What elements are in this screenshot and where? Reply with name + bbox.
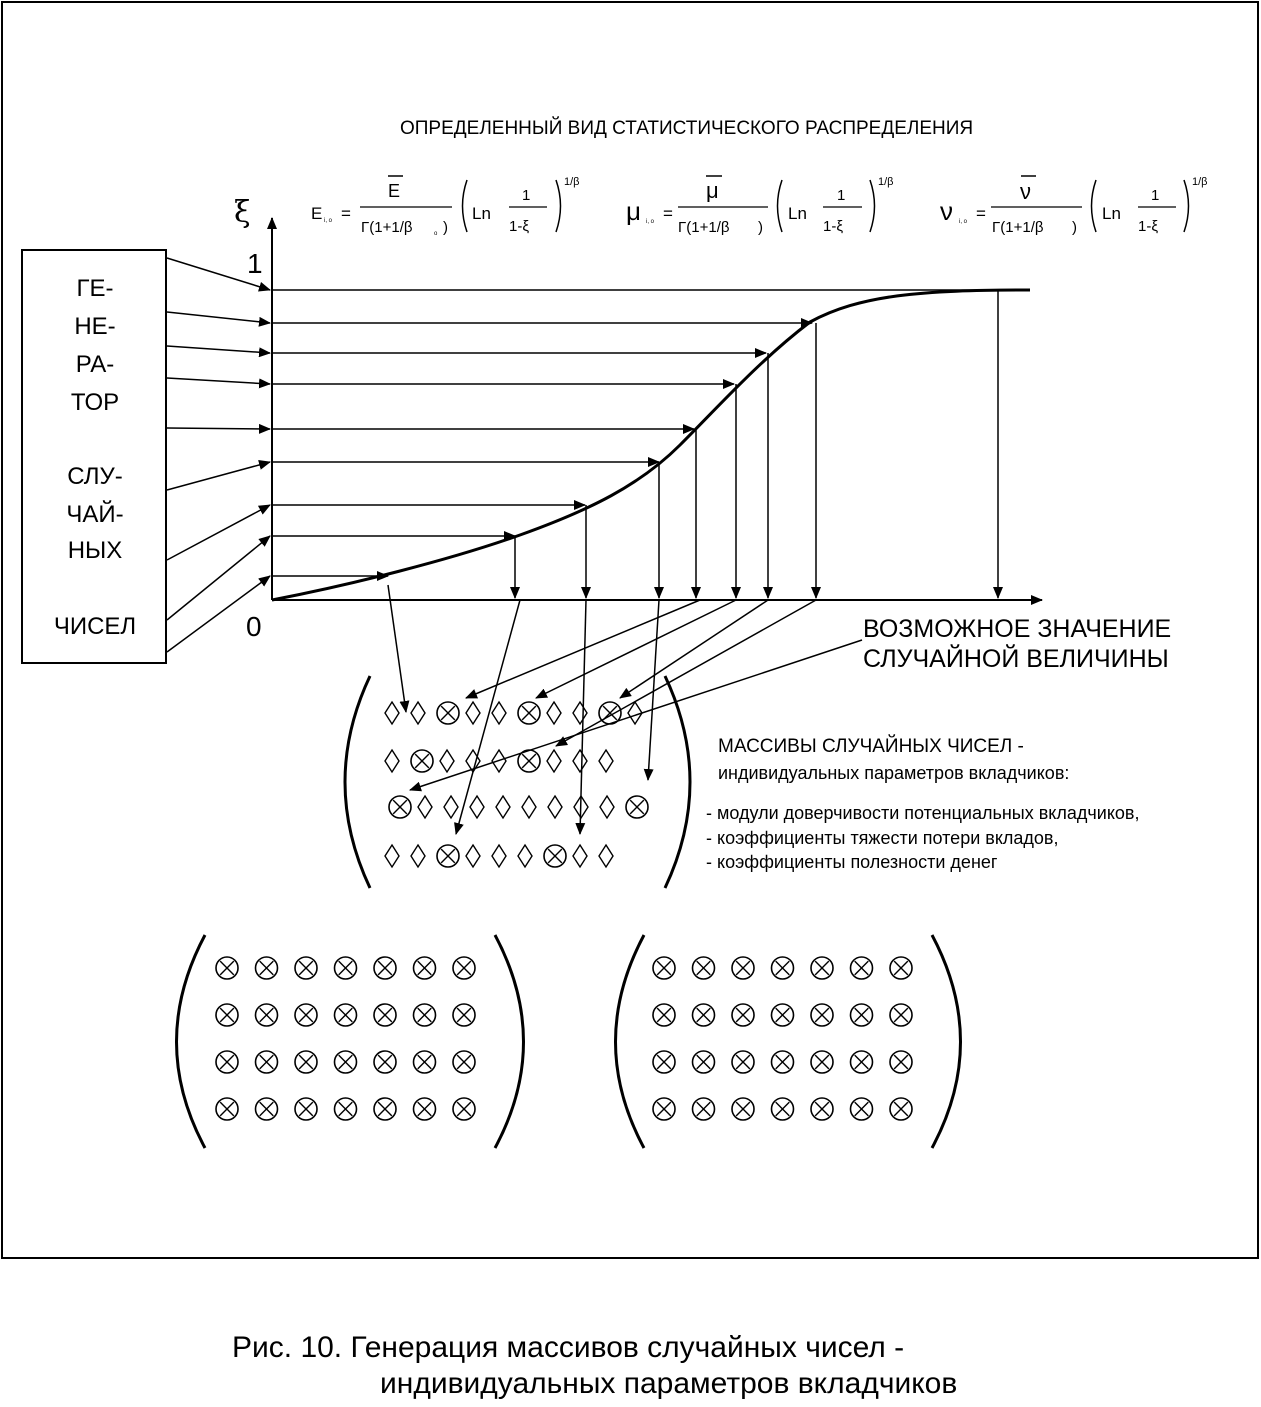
circled-x-icon [811,1098,833,1120]
formula-mu-mean: μ [706,178,719,203]
generator-box [22,250,166,663]
distribution-title: ОПРЕДЕЛЕННЫЙ ВИД СТАТИСТИЧЕСКОГО РАСПРЕДЕЛЕНИЯ [400,118,974,139]
formula-e-power: 1/β [564,176,580,188]
circled-x-icon [772,1051,794,1073]
circled-x-icon [732,1098,754,1120]
circled-x-icon [335,957,357,979]
circled-x-icon [851,1098,873,1120]
circled-x-icon [216,1051,238,1073]
svg-text:1: 1 [1151,187,1160,204]
circled-x-icon [414,957,436,979]
formula-nu-power: 1/β [1192,176,1208,188]
formula-e [311,176,580,237]
circled-x-icon [216,1004,238,1026]
formula-nu [940,176,1208,236]
circled-x-icon [890,1098,912,1120]
formula-e-mean: E [388,181,401,201]
diamond-icon [418,796,432,818]
mixed-array-left-bracket [345,676,370,888]
circled-x-icon [453,1098,475,1120]
circled-x-icon [256,1098,278,1120]
diamond-icon [522,796,536,818]
svg-text:1: 1 [522,187,531,204]
svg-text:): ) [443,219,448,236]
arrays-description [706,735,1140,872]
circled-x-icon [414,1051,436,1073]
circled-x-icon [851,1051,873,1073]
circled-x-icon [374,1051,396,1073]
arrays-label-1: МАССИВЫ СЛУЧАЙНЫХ ЧИСЕЛ - [718,736,1024,757]
circled-x-icon [414,1098,436,1120]
diamond-icon [385,702,399,724]
svg-text:ЧИСЕЛ: ЧИСЕЛ [53,613,137,640]
diamond-icon [470,796,484,818]
x-axis-label-1: ВОЗМОЖНОЕ ЗНАЧЕНИЕ [863,615,1172,643]
formula-mu-ln: Ln [788,204,807,223]
circled-x-icon [732,1051,754,1073]
formula-e-xi: 1-ξ [509,218,530,235]
svg-text:): ) [758,219,763,236]
circled-x-icon [732,1004,754,1026]
diamond-icon [573,750,587,772]
formula-nu-denominator: Γ(1+1/β [992,219,1044,236]
formula-nu-mean: ν [1020,179,1031,204]
svg-text:o: o [434,231,438,237]
svg-text:ТОР: ТОР [70,389,120,416]
svg-text:=: = [976,204,986,223]
circled-x-icon [518,702,540,724]
circled-x-icon [653,1051,675,1073]
circled-x-icon [851,1004,873,1026]
circled-x-icon [626,796,648,818]
circled-x-icon [811,957,833,979]
diamond-icon [411,845,425,867]
array-left [216,957,475,1120]
diamond-icon [466,845,480,867]
svg-text:ЧАЙ-: ЧАЙ- [66,501,124,528]
array-right-open-bracket [616,935,645,1148]
diamond-icon [547,750,561,772]
circled-x-icon [216,957,238,979]
circled-x-icon [693,1098,715,1120]
formula-nu-xi: 1-ξ [1138,218,1159,235]
formula-nu-ln: Ln [1102,204,1121,223]
circled-x-icon [732,957,754,979]
diamond-icon [600,796,614,818]
circled-x-icon [216,1098,238,1120]
diamond-icon [492,702,506,724]
formula-e-lhs: E [311,204,323,223]
formula-mu-xi: 1-ξ [823,218,844,235]
diamond-icon [599,845,613,867]
circled-x-icon [544,845,566,867]
svg-text:РА-: РА- [75,351,115,378]
circled-x-icon [693,1004,715,1026]
caption-line-1: Рис. 10. Генерация массивов случайных чисел - [232,1331,905,1364]
circled-x-icon [890,1004,912,1026]
circled-x-icon [599,702,621,724]
svg-text:СЛУ-: СЛУ- [67,463,123,490]
circled-x-icon [653,1098,675,1120]
y-axis-symbol: ξ [234,195,251,230]
diamond-icon [518,845,532,867]
circled-x-icon [437,845,459,867]
svg-text:1: 1 [837,187,846,204]
diamond-icon [385,845,399,867]
circled-x-icon [256,1004,278,1026]
formula-mu-power: 1/β [878,176,894,188]
formula-nu-lhs: ν [940,196,953,226]
svg-text:=: = [341,204,351,223]
formula-e-denominator: Γ(1+1/β [361,219,413,236]
svg-text:ГЕ-: ГЕ- [76,275,114,302]
diamond-icon [444,796,458,818]
formula-mu-denominator: Γ(1+1/β [678,219,730,236]
diamond-icon [466,702,480,724]
circled-x-icon [389,796,411,818]
array-left-close-bracket [495,935,524,1148]
diamond-icon [440,750,454,772]
arrays-item-2: - коэффициенты тяжести потери вкладов, [706,828,1059,848]
circled-x-icon [374,1004,396,1026]
circled-x-icon [653,957,675,979]
circled-x-icon [256,1051,278,1073]
circled-x-icon [335,1004,357,1026]
formula-e-ln: Ln [472,204,491,223]
circled-x-icon [453,1004,475,1026]
svg-text:i, o: i, o [646,219,655,225]
array-left-open-bracket [177,935,206,1148]
circled-x-icon [414,1004,436,1026]
circled-x-icon [811,1004,833,1026]
circled-x-icon [811,1051,833,1073]
svg-text:): ) [1072,219,1077,236]
circled-x-icon [851,957,873,979]
circled-x-icon [374,957,396,979]
circled-x-icon [374,1098,396,1120]
circled-x-icon [295,1004,317,1026]
circled-x-icon [890,1051,912,1073]
svg-text:i, o: i, o [324,218,333,224]
mixed-array-right-bracket [665,676,690,888]
horizontal-arrows [272,290,1000,576]
diamond-icon [573,845,587,867]
circled-x-icon [890,957,912,979]
circled-x-icon [335,1098,357,1120]
circled-x-icon [295,957,317,979]
circled-x-icon [295,1051,317,1073]
diamond-icon [573,702,587,724]
vertical-arrows [515,290,998,598]
svg-text:НЫХ: НЫХ [67,537,123,564]
arrays-label-2: индивидуальных параметров вкладчиков: [718,763,1070,783]
x-axis-label-2: СЛУЧАЙНОЙ ВЕЛИЧИНЫ [863,645,1169,673]
circled-x-icon [411,750,433,772]
circled-x-icon [295,1098,317,1120]
caption-line-2: индивидуальных параметров вкладчиков [380,1367,958,1400]
circled-x-icon [693,1051,715,1073]
svg-text:=: = [663,204,673,223]
circled-x-icon [453,1051,475,1073]
svg-text:НЕ-: НЕ- [74,313,116,340]
arrays-item-3: - коэффициенты полезности денег [706,852,998,872]
circled-x-icon [653,1004,675,1026]
diamond-icon [385,750,399,772]
diamond-icon [547,702,561,724]
arrays-item-1: - модули доверчивости потенциальных вкладчиков, [706,803,1140,823]
distribution-curve [272,290,1030,600]
circled-x-icon [772,1004,794,1026]
array-right [653,957,912,1120]
diamond-icon [492,845,506,867]
diamond-icon [496,796,510,818]
svg-text:i, o: i, o [959,219,968,225]
y-axis-one: 1 [247,248,263,279]
circled-x-icon [772,957,794,979]
circled-x-icon [772,1098,794,1120]
circled-x-icon [453,957,475,979]
diamond-icon [599,750,613,772]
circled-x-icon [335,1051,357,1073]
origin-label: 0 [246,611,262,642]
array-right-close-bracket [932,935,961,1148]
generator-arrows [167,258,270,652]
circled-x-icon [437,702,459,724]
circled-x-icon [693,957,715,979]
formula-mu-lhs: μ [626,196,641,226]
formula-mu [626,176,894,236]
circled-x-icon [518,750,540,772]
diamond-icon [548,796,562,818]
circled-x-icon [256,957,278,979]
diamond-icon [411,702,425,724]
